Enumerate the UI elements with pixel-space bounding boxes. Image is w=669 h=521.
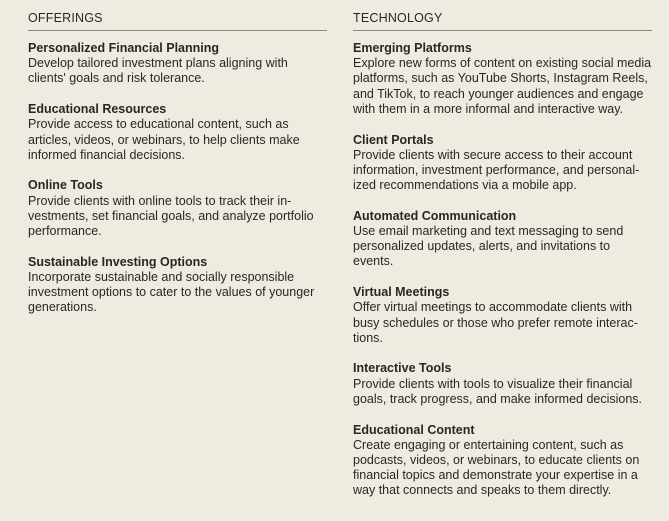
item-description: Provide clients with online tools to track their in-vestments, set financial goals, and analyze portfolio performance. bbox=[28, 193, 314, 239]
item-description: Provide access to educational content, such as articles, videos, or webinars, to help clients make informed financial decisions. bbox=[28, 117, 300, 162]
item-description: Create engaging or entertaining content, such as podcasts, videos, or webinars, to educate clients on financial topics and demonstrate your expertise in a way that connects and speaks to them directly. bbox=[353, 437, 640, 498]
item-description: Explore new forms of content on existing social media platforms, such as YouTube Shorts, Instagram Reels, and TikTok, to reach younger audiences and engage with them in a more informal and interactive way. bbox=[353, 56, 652, 116]
item-description: Provide clients with secure access to their account information, investment performance, and personal-ized recommendations via a mobile app. bbox=[353, 147, 640, 193]
offerings-divider bbox=[28, 30, 327, 31]
item-title: Emerging Platforms bbox=[353, 41, 472, 55]
item-description: Offer virtual meetings to accommodate clients with busy schedules or those who prefer remote interac-tions. bbox=[353, 300, 638, 345]
item-description: Use email marketing and text messaging to send personalized updates, alerts, and invitations to events. bbox=[353, 224, 624, 269]
technology-item-interactive-tools bbox=[353, 361, 652, 407]
offering-item-educational-resources bbox=[28, 102, 327, 163]
technology-item-virtual-meetings bbox=[353, 285, 652, 346]
item-title: Automated Communication bbox=[353, 208, 517, 223]
item-description: Develop tailored investment plans aligning with clients' goals and risk tolerance. bbox=[28, 56, 288, 86]
item-title: Educational Content bbox=[353, 422, 475, 437]
technology-heading: TECHNOLOGY bbox=[353, 11, 443, 25]
technology-item-educational-content bbox=[353, 423, 652, 499]
technology-item-client-portals bbox=[353, 133, 652, 194]
technology-item-emerging-platforms bbox=[353, 41, 652, 117]
offering-item-online-tools bbox=[28, 178, 327, 239]
offering-item-sustainable-investing bbox=[28, 255, 327, 316]
item-title: Online Tools bbox=[28, 178, 103, 193]
offerings-column bbox=[28, 0, 327, 331]
technology-divider bbox=[353, 30, 652, 31]
item-description: Incorporate sustainable and socially responsible investment options to cater to the values of younger generations. bbox=[28, 269, 315, 315]
technology-column bbox=[353, 0, 652, 514]
offering-item-personalized-planning bbox=[28, 41, 327, 87]
item-title: Educational Resources bbox=[28, 102, 167, 117]
item-title: Client Portals bbox=[353, 132, 434, 147]
item-description: Provide clients with tools to visualize their financial goals, track progress, and make informed decisions. bbox=[353, 376, 643, 406]
technology-item-automated-communication bbox=[353, 209, 652, 270]
item-title: Virtual Meetings bbox=[353, 285, 450, 300]
item-title: Interactive Tools bbox=[353, 361, 452, 376]
item-title: Sustainable Investing Options bbox=[28, 254, 208, 269]
offerings-heading: OFFERINGS bbox=[28, 11, 103, 25]
item-title: Personalized Financial Planning bbox=[28, 41, 220, 55]
